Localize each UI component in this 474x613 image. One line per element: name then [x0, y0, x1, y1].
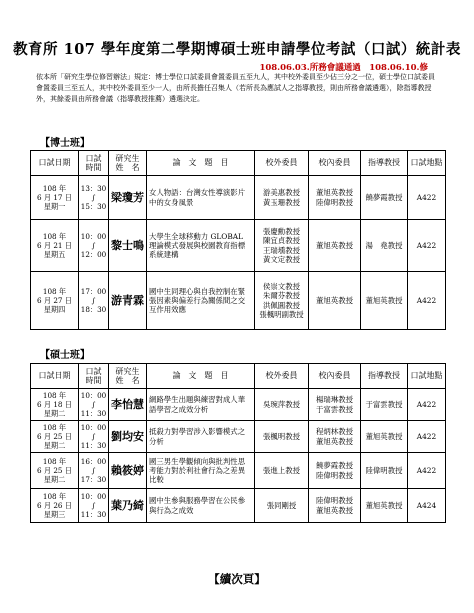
exam-time: 16：00 ∫ 17：30: [79, 453, 109, 489]
advisor: 湯 堯教授: [361, 220, 408, 272]
exam-date: 108 年 6 月 27 日 星期四: [31, 272, 79, 330]
thesis-topic: 網路學生出題與練習對成人華語學習之成效分析: [147, 389, 255, 421]
exam-date: 108 年 6 月 17 日 星期一: [31, 176, 79, 220]
internal-examiners: 董旭英教授: [309, 220, 361, 272]
internal-examiners: 饒夢霞教授 陸偉明教授: [309, 453, 361, 489]
table-row: [31, 272, 446, 330]
thesis-topic: 國中生同理心與自我控制在緊張因素與偏差行為關係間之交互作用效應: [147, 272, 255, 330]
internal-examiners: 楊瑞琳教授 于富雲教授: [309, 389, 361, 421]
intro-paragraph: 依本所「研究生學位修習辦法」規定：博士學位口試委員會置委員五至九人，其中校外委員至少佔三分之一位，碩士學位口試委員會置委員三至五人，其中校外委員至少一人，由所長擔任召集人（若所長為應試人之指導教授，則由所務會議遴選），除指導教授外，其餘委員由所務會議（指導教授推薦）遴選決定。: [36, 73, 435, 103]
exam-date: 108 年 6 月 18 日 星期二: [31, 389, 79, 421]
external-examiners: 張楓明教授: [255, 421, 309, 453]
student-name: 梁瓊芳: [109, 176, 147, 220]
exam-date: 108 年 6 月 25 日 星期二: [31, 421, 79, 453]
masters-header-row: [31, 364, 446, 389]
header-room: 口試地點: [408, 151, 446, 176]
exam-room: A422: [408, 272, 446, 330]
advisor: 董旭英教授: [361, 421, 408, 453]
exam-time: 10：00 ∫ 11：30: [79, 421, 109, 453]
exam-date: 108 年 6 月 21 日 星期五: [31, 220, 79, 272]
advisor: 董旭英教授: [361, 272, 408, 330]
header-internal: 校內委員: [309, 151, 361, 176]
exam-date: 108 年 6 月 26 日 星期三: [31, 489, 79, 523]
external-examiners: 張慶勳教授 陳宜貞教授 王瑞壎教授 黃文定教授: [255, 220, 309, 272]
internal-examiners: 陸偉明教授 董旭英教授: [309, 489, 361, 523]
student-name: 葉乃綺: [109, 489, 147, 523]
header-advisor: 指導教授: [361, 364, 408, 389]
advisor: 饒夢霞教授: [361, 176, 408, 220]
thesis-topic: 國三男生學觀傾向與批判性思考能力對於利社會行為之差異比較: [147, 453, 255, 489]
continued-footer: 【續次頁】: [208, 572, 266, 586]
exam-time: 10：00 ∫ 11：30: [79, 489, 109, 523]
table-row: [31, 421, 446, 453]
header-topic: 論 文 題 目: [147, 364, 255, 389]
external-examiners: 吳琬萍教授: [255, 389, 309, 421]
header-date: 口試日期: [31, 364, 79, 389]
phd-section-label: 【博士班】: [40, 138, 90, 149]
header-student: 研究生 姓 名: [109, 364, 147, 389]
thesis-topic: 國中生參與服務學習在公民參與行為之成效: [147, 489, 255, 523]
student-name: 賴筱婷: [109, 453, 147, 489]
thesis-topic: 抵殺力對學習涉入影響模式之分析: [147, 421, 255, 453]
header-time: 口試 時間: [79, 151, 109, 176]
student-name: 劉均安: [109, 421, 147, 453]
table-row: [31, 220, 446, 272]
student-name: 李怡慧: [109, 389, 147, 421]
exam-time: 13：30 ∫ 15：30: [79, 176, 109, 220]
revision-note: 108.06.03.所務會議通過 108.06.10.修: [259, 63, 428, 73]
exam-room: A422: [408, 421, 446, 453]
external-examiners: 侯崇文教授 朱爾芬教授 洪佩圓教授 張楓明副教授: [255, 272, 309, 330]
exam-time: 17：00 ∫ 18：30: [79, 272, 109, 330]
masters-section-label: 【碩士班】: [40, 350, 90, 361]
external-examiners: 張進上教授: [255, 453, 309, 489]
exam-room: A424: [408, 489, 446, 523]
masters-table: [30, 363, 446, 523]
phd-header-row: [31, 151, 446, 176]
student-name: 游青霖: [109, 272, 147, 330]
table-row: [31, 453, 446, 489]
phd-table: [30, 150, 446, 330]
thesis-topic: 女人物語：台灣女性導演影片中的女身風景: [147, 176, 255, 220]
header-room: 口試地點: [408, 364, 446, 389]
table-row: [31, 176, 446, 220]
student-name: 黎士鳴: [109, 220, 147, 272]
header-internal: 校內委員: [309, 364, 361, 389]
page-title: 教育所 107 學年度第二學期博碩士班申請學位考試（口試）統計表: [13, 41, 461, 58]
exam-room: A422: [408, 220, 446, 272]
exam-time: 10：00 ∫ 12：00: [79, 220, 109, 272]
internal-examiners: 董旭英教授 陸偉明教授: [309, 176, 361, 220]
header-time: 口試 時間: [79, 364, 109, 389]
advisor: 陸偉明教授: [361, 453, 408, 489]
external-examiners: 張同剛授: [255, 489, 309, 523]
header-external: 校外委員: [255, 364, 309, 389]
header-external: 校外委員: [255, 151, 309, 176]
advisor: 董旭英教授: [361, 489, 408, 523]
header-date: 口試日期: [31, 151, 79, 176]
exam-time: 10：00 ∫ 11：30: [79, 389, 109, 421]
internal-examiners: 董旭英教授: [309, 272, 361, 330]
internal-examiners: 程炳林教授 董旭英教授: [309, 421, 361, 453]
exam-room: A422: [408, 389, 446, 421]
header-topic: 論 文 題 目: [147, 151, 255, 176]
exam-date: 108 年 6 月 25 日 星期二: [31, 453, 79, 489]
table-row: [31, 389, 446, 421]
table-row: [31, 489, 446, 523]
advisor: 于富雲教授: [361, 389, 408, 421]
thesis-topic: 大學生全球移動力 GLOBAL 理論模式發展與校園教育指標系統建構: [147, 220, 255, 272]
header-student: 研究生 姓 名: [109, 151, 147, 176]
header-advisor: 指導教授: [361, 151, 408, 176]
exam-room: A422: [408, 176, 446, 220]
external-examiners: 游美惠教授 黃玉珊教授: [255, 176, 309, 220]
exam-room: A422: [408, 453, 446, 489]
